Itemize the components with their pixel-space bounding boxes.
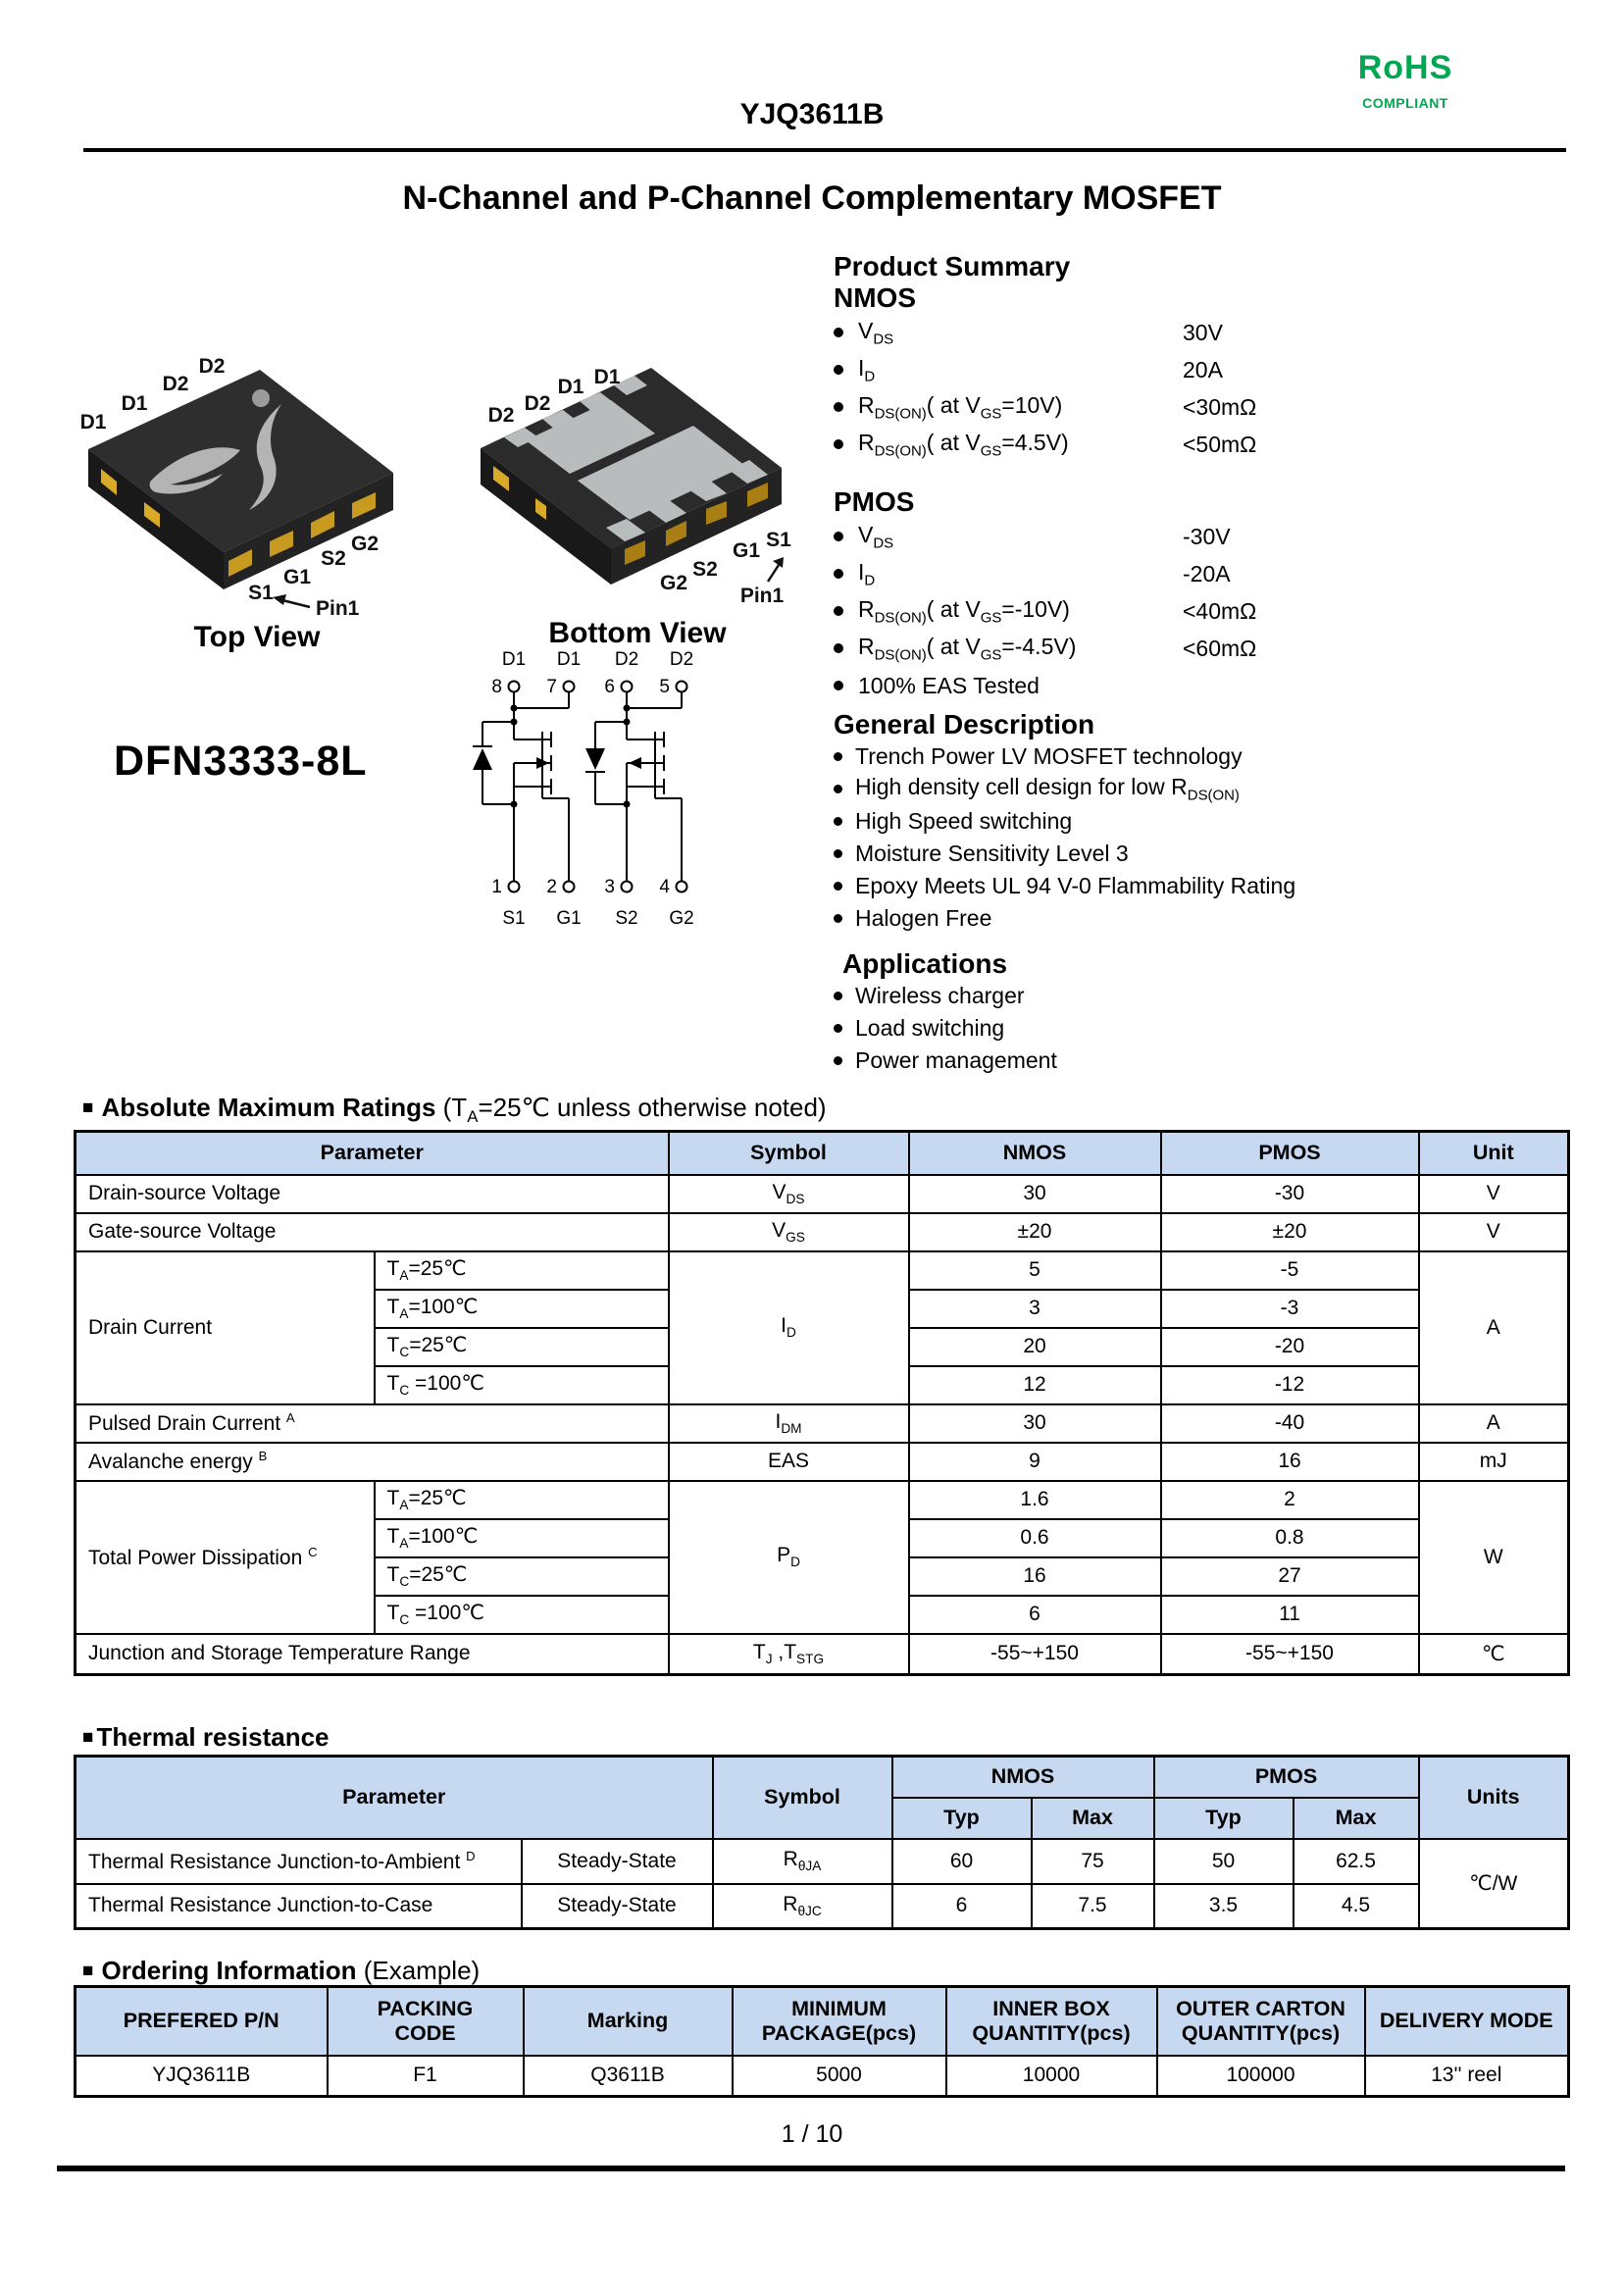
spec-value: <30mΩ [1183,393,1257,420]
list-item-text: Halogen Free [855,905,992,931]
document-title: N-Channel and P-Channel Complementary MOSFET [402,179,1222,217]
cell: $P_D$ [669,1481,909,1634]
section-marker-icon: ■ [82,1097,94,1118]
bullet-icon [834,1024,842,1033]
cell: Thermal Resistance Junction-to-Ambient $^D$ [76,1839,522,1884]
col-header-units: Units [1419,1757,1569,1839]
bullet-icon [834,328,843,337]
cell: 16 [909,1557,1161,1596]
cell: 30 [909,1175,1161,1213]
pin-top-label: D1 [556,649,582,670]
pin-label: S1 [766,529,791,551]
list-item-text: Load switching [855,1015,1005,1041]
cell: ℃/W [1419,1839,1569,1929]
col-header-marking: Marking [524,1987,733,2056]
list-item [834,773,1422,805]
spec-label: $I_D$ [858,558,876,589]
cell: Gate-source Voltage [76,1213,669,1251]
cell: $T_A=100℃$ [375,1290,669,1328]
pin-top-label: D1 [501,649,527,670]
bullet-icon [834,365,843,375]
col-header-nmos: NMOS [909,1132,1161,1175]
cell: Junction and Storage Temperature Range [76,1634,669,1675]
cell: 50 [1154,1839,1294,1884]
pin1-arrowhead [273,594,286,605]
header-divider [83,148,1566,152]
package-top-view-drawing [49,326,471,669]
bullet-icon [834,569,843,579]
abs-max-heading-note: ($T_A=25℃$ unless otherwise noted) [442,1093,827,1127]
cell: $T_A=25℃$ [375,1481,669,1519]
spec-value: 30V [1183,319,1223,345]
product-summary-title: Product Summary [834,251,1071,281]
table-row [76,2056,1569,2097]
bullet-icon [834,817,842,826]
table-header-row [76,1757,1569,1798]
pin-bottom-label: G2 [669,908,694,929]
list-item-text: Wireless charger [855,983,1025,1008]
cell: 62.5 [1294,1839,1419,1884]
bullet-icon [834,882,842,891]
bullet-icon [834,752,842,761]
thermal-heading-text: Thermal resistance [96,1722,330,1752]
col-header-packing-code: PACKING CODE [328,1987,524,2056]
list-item [834,1045,1422,1077]
pin-number: 8 [491,677,502,697]
pin-label: D1 [557,376,584,398]
spec-value: -30V [1183,523,1231,549]
cell: V [1419,1175,1569,1213]
cell: $T_J$ $,T_{STG}$ [669,1634,909,1675]
cell: $T_A=100℃$ [375,1519,669,1557]
bullet-icon [834,992,842,1000]
cell: $R_{\theta JA}$ [713,1839,892,1884]
pin-label: S2 [321,547,346,570]
table-row [76,1481,1569,1519]
pin-label: G2 [350,533,380,555]
cell: -3 [1161,1290,1419,1328]
bullet-icon [834,681,843,690]
list-item [834,1012,1422,1045]
thermal-heading [82,1722,330,1753]
spec-row [834,388,1422,426]
list-item-text: Epoxy Meets UL 94 V-0 Flammability Rating [855,873,1296,898]
pin-top-label: D2 [669,649,694,670]
cell: 1.6 [909,1481,1161,1519]
pin-label: D2 [162,373,189,395]
spec-value: <60mΩ [1183,635,1257,661]
cell: -55~+150 [909,1634,1161,1675]
col-header-max: Max [1032,1798,1154,1839]
ordering-heading-text: Ordering Information [101,1956,357,1985]
pin1-label: Pin1 [739,585,785,607]
bullet-icon [834,849,842,858]
package-name: DFN3333-8L [114,738,368,785]
cell: 5000 [733,2056,946,2097]
pin-number: 4 [659,877,670,897]
cell: ±20 [1161,1213,1419,1251]
spec-label: $R_{DS(ON)}$( at $V_{GS}=4.5V$) [858,429,1069,460]
table-row [76,1175,1569,1213]
col-header-symbol: Symbol [669,1132,909,1175]
col-header-pmos: PMOS [1154,1757,1419,1798]
table-header-row [76,1132,1569,1175]
cell: $I_{DM}$ [669,1404,909,1443]
spec-row [834,314,1422,351]
spec-value: -20A [1183,560,1231,586]
spec-value: <40mΩ [1183,597,1257,624]
spec-row [834,426,1422,463]
list-item-text: High Speed switching [855,808,1073,834]
cell: -12 [1161,1366,1419,1404]
cell: -30 [1161,1175,1419,1213]
list-item [834,805,1422,838]
cell: EAS [669,1443,909,1481]
col-header-delivery-mode: DELIVERY MODE [1365,1987,1569,2056]
col-header-unit: Unit [1419,1132,1569,1175]
spec-row [834,630,1422,667]
spec-value: <50mΩ [1183,431,1257,457]
pin-label: D2 [198,355,226,378]
general-description-title: General Description [834,709,1095,739]
abs-max-table [74,1130,1570,1676]
spec-label: $V_{DS}$ [858,521,894,552]
spec-row [834,351,1422,388]
cell: F1 [328,2056,524,2097]
list-item-text: Power management [855,1047,1057,1073]
page-title: YJQ3611B [739,98,885,130]
pin-bottom-label: G1 [556,908,582,929]
col-header-prefered-pn: PREFERED P/N [76,1987,328,2056]
cell: 75 [1032,1839,1154,1884]
cell: 3.5 [1154,1884,1294,1929]
table-row [76,1213,1569,1251]
col-header-typ: Typ [1154,1798,1294,1839]
spec-label: $R_{DS(ON)}$( at $V_{GS}=-4.5V$) [858,633,1077,664]
cell: Drain-source Voltage [76,1175,669,1213]
bullet-icon [834,785,842,793]
list-item [834,838,1422,870]
pin-number: 3 [604,877,615,897]
table-row [76,1839,1569,1884]
cell: Q3611B [524,2056,733,2097]
cell: ±20 [909,1213,1161,1251]
bullet-icon [834,914,842,923]
col-header-parameter: Parameter [76,1757,713,1839]
list-item-text: High density cell design for low $R_{DS(ON)}$ [855,774,1240,804]
nmos-heading: NMOS [834,282,916,313]
cell: -40 [1161,1404,1419,1443]
col-header-minimum-package: MINIMUM PACKAGE(pcs) [733,1987,946,2056]
list-item [834,980,1422,1012]
pin-number: 6 [604,677,615,697]
cell: W [1419,1481,1569,1634]
cell: -5 [1161,1251,1419,1290]
cell: Drain Current [76,1251,375,1404]
table-row [76,1884,1569,1929]
cell: $T_C$ =100℃ [375,1596,669,1634]
cell: -55~+150 [1161,1634,1419,1675]
pin-number: 7 [546,677,557,697]
cell: -20 [1161,1328,1419,1366]
spec-row [834,592,1422,630]
applications-title: Applications [842,948,1008,979]
cell: $T_C=25℃$ [375,1557,669,1596]
cell: $I_D$ [669,1251,909,1404]
pin-label: G1 [282,566,312,588]
spec-row [834,667,1422,704]
cell: 60 [892,1839,1032,1884]
spec-label: $R_{DS(ON)}$( at $V_{GS}=-10V$) [858,595,1070,627]
cell: $V_{DS}$ [669,1175,909,1213]
cell: 12 [909,1366,1161,1404]
page-number: 1 / 10 [781,2120,843,2148]
list-item-text: Moisture Sensitivity Level 3 [855,841,1129,866]
ordering-table [74,1985,1570,2098]
cell: Total Power Dissipation $^C$ [76,1481,375,1634]
product-summary-section [834,251,1422,1077]
cell: A [1419,1404,1569,1443]
cell: 20 [909,1328,1161,1366]
pin-number: 2 [546,877,557,897]
pin-label: S2 [692,558,718,581]
cell: Steady-State [522,1839,713,1884]
col-header-nmos: NMOS [892,1757,1154,1798]
pin-label: D2 [524,392,551,415]
cell: 13'' reel [1365,2056,1569,2097]
cell: 4.5 [1294,1884,1419,1929]
cell: 0.8 [1161,1519,1419,1557]
pin1-label: Pin1 [316,597,360,620]
pin-label: D1 [79,411,107,433]
ordering-heading-note: (Example) [356,1956,481,1985]
cell: 5 [909,1251,1161,1290]
pin-label: D1 [121,392,148,415]
bullet-icon [834,606,843,616]
logo-dot [252,389,270,407]
cell: $T_C=25℃$ [375,1328,669,1366]
cell: 100000 [1157,2056,1365,2097]
pin-label: D2 [487,404,515,427]
spec-label: $R_{DS(ON)}$( at $V_{GS}=10V$) [858,391,1063,423]
cell: Pulsed Drain Current $^A$ [76,1404,669,1443]
cell: V [1419,1213,1569,1251]
cell: Avalanche energy $^B$ [76,1443,669,1481]
package-bottom-view-drawing [439,324,851,662]
cell: ℃ [1419,1634,1569,1675]
cell: A [1419,1251,1569,1404]
pin-number: 5 [659,677,670,697]
list-item [834,870,1422,902]
cell: $T_A=25℃$ [375,1251,669,1290]
cell: 11 [1161,1596,1419,1634]
cell: $R_{\theta JC}$ [713,1884,892,1929]
schematic-diagram [453,645,787,940]
col-header-inner-box: INNER BOX QUANTITY(pcs) [946,1987,1157,2056]
cell: Steady-State [522,1884,713,1929]
pin-label: G2 [659,572,688,594]
cell: 7.5 [1032,1884,1154,1929]
top-view-caption: Top View [193,621,321,653]
cell: 10000 [946,2056,1157,2097]
bullet-icon [834,643,843,653]
list-item [834,902,1422,935]
bullet-icon [834,402,843,412]
section-marker-icon: ■ [82,1961,94,1981]
pin-label: D1 [593,366,621,388]
cell: 3 [909,1290,1161,1328]
cell: 16 [1161,1443,1419,1481]
cell: $T_C$ =100℃ [375,1366,669,1404]
cell: 6 [892,1884,1032,1929]
cell: mJ [1419,1443,1569,1481]
cell: Thermal Resistance Junction-to-Case [76,1884,522,1929]
list-item [834,740,1422,773]
spec-label: 100% EAS Tested [858,672,1040,698]
list-item-text: Trench Power LV MOSFET technology [855,743,1243,769]
table-header-row [76,1987,1569,2056]
col-header-symbol: Symbol [713,1757,892,1839]
col-header-outer-carton: OUTER CARTON QUANTITY(pcs) [1157,1987,1365,2056]
table-row [76,1404,1569,1443]
cell: 6 [909,1596,1161,1634]
spec-label: $I_D$ [858,354,876,385]
spec-value: 20A [1183,356,1223,382]
col-header-pmos: PMOS [1161,1132,1419,1175]
rohs-badge [1344,49,1467,111]
pin-bottom-label: S2 [615,908,638,929]
table-row [76,1634,1569,1675]
table-row [76,1251,1569,1290]
section-marker-icon: ■ [82,1727,94,1748]
pin-label: G1 [732,539,761,562]
ordering-heading [82,1956,480,1986]
cell: YJQ3611B [76,2056,328,2097]
cell: 9 [909,1443,1161,1481]
col-header-max: Max [1294,1798,1419,1839]
rohs-compliant-label: COMPLIANT [1362,95,1448,111]
pin-bottom-label: S1 [502,908,526,929]
pin-label: S1 [248,582,274,604]
cell: 27 [1161,1557,1419,1596]
cell: 30 [909,1404,1161,1443]
col-header-typ: Typ [892,1798,1032,1839]
cell: 2 [1161,1481,1419,1519]
spec-row [834,518,1422,555]
bullet-icon [834,1056,842,1065]
pmos-heading: PMOS [834,486,915,517]
abs-max-heading-text: Absolute Maximum Ratings [101,1093,443,1122]
table-row [76,1443,1569,1481]
thermal-table [74,1755,1570,1930]
cell: $V_{GS}$ [669,1213,909,1251]
cell: 0.6 [909,1519,1161,1557]
col-header-parameter: Parameter [76,1132,669,1175]
bullet-icon [834,439,843,449]
bullet-icon [834,532,843,541]
pin-top-label: D2 [614,649,639,670]
spec-label: $V_{DS}$ [858,317,894,348]
rohs-label: RoHS [1357,49,1453,86]
spec-row [834,555,1422,592]
pin-number: 1 [491,877,502,897]
footer-divider [57,2166,1565,2171]
abs-max-heading [82,1093,827,1127]
bottom-view-caption: Bottom View [548,617,727,649]
